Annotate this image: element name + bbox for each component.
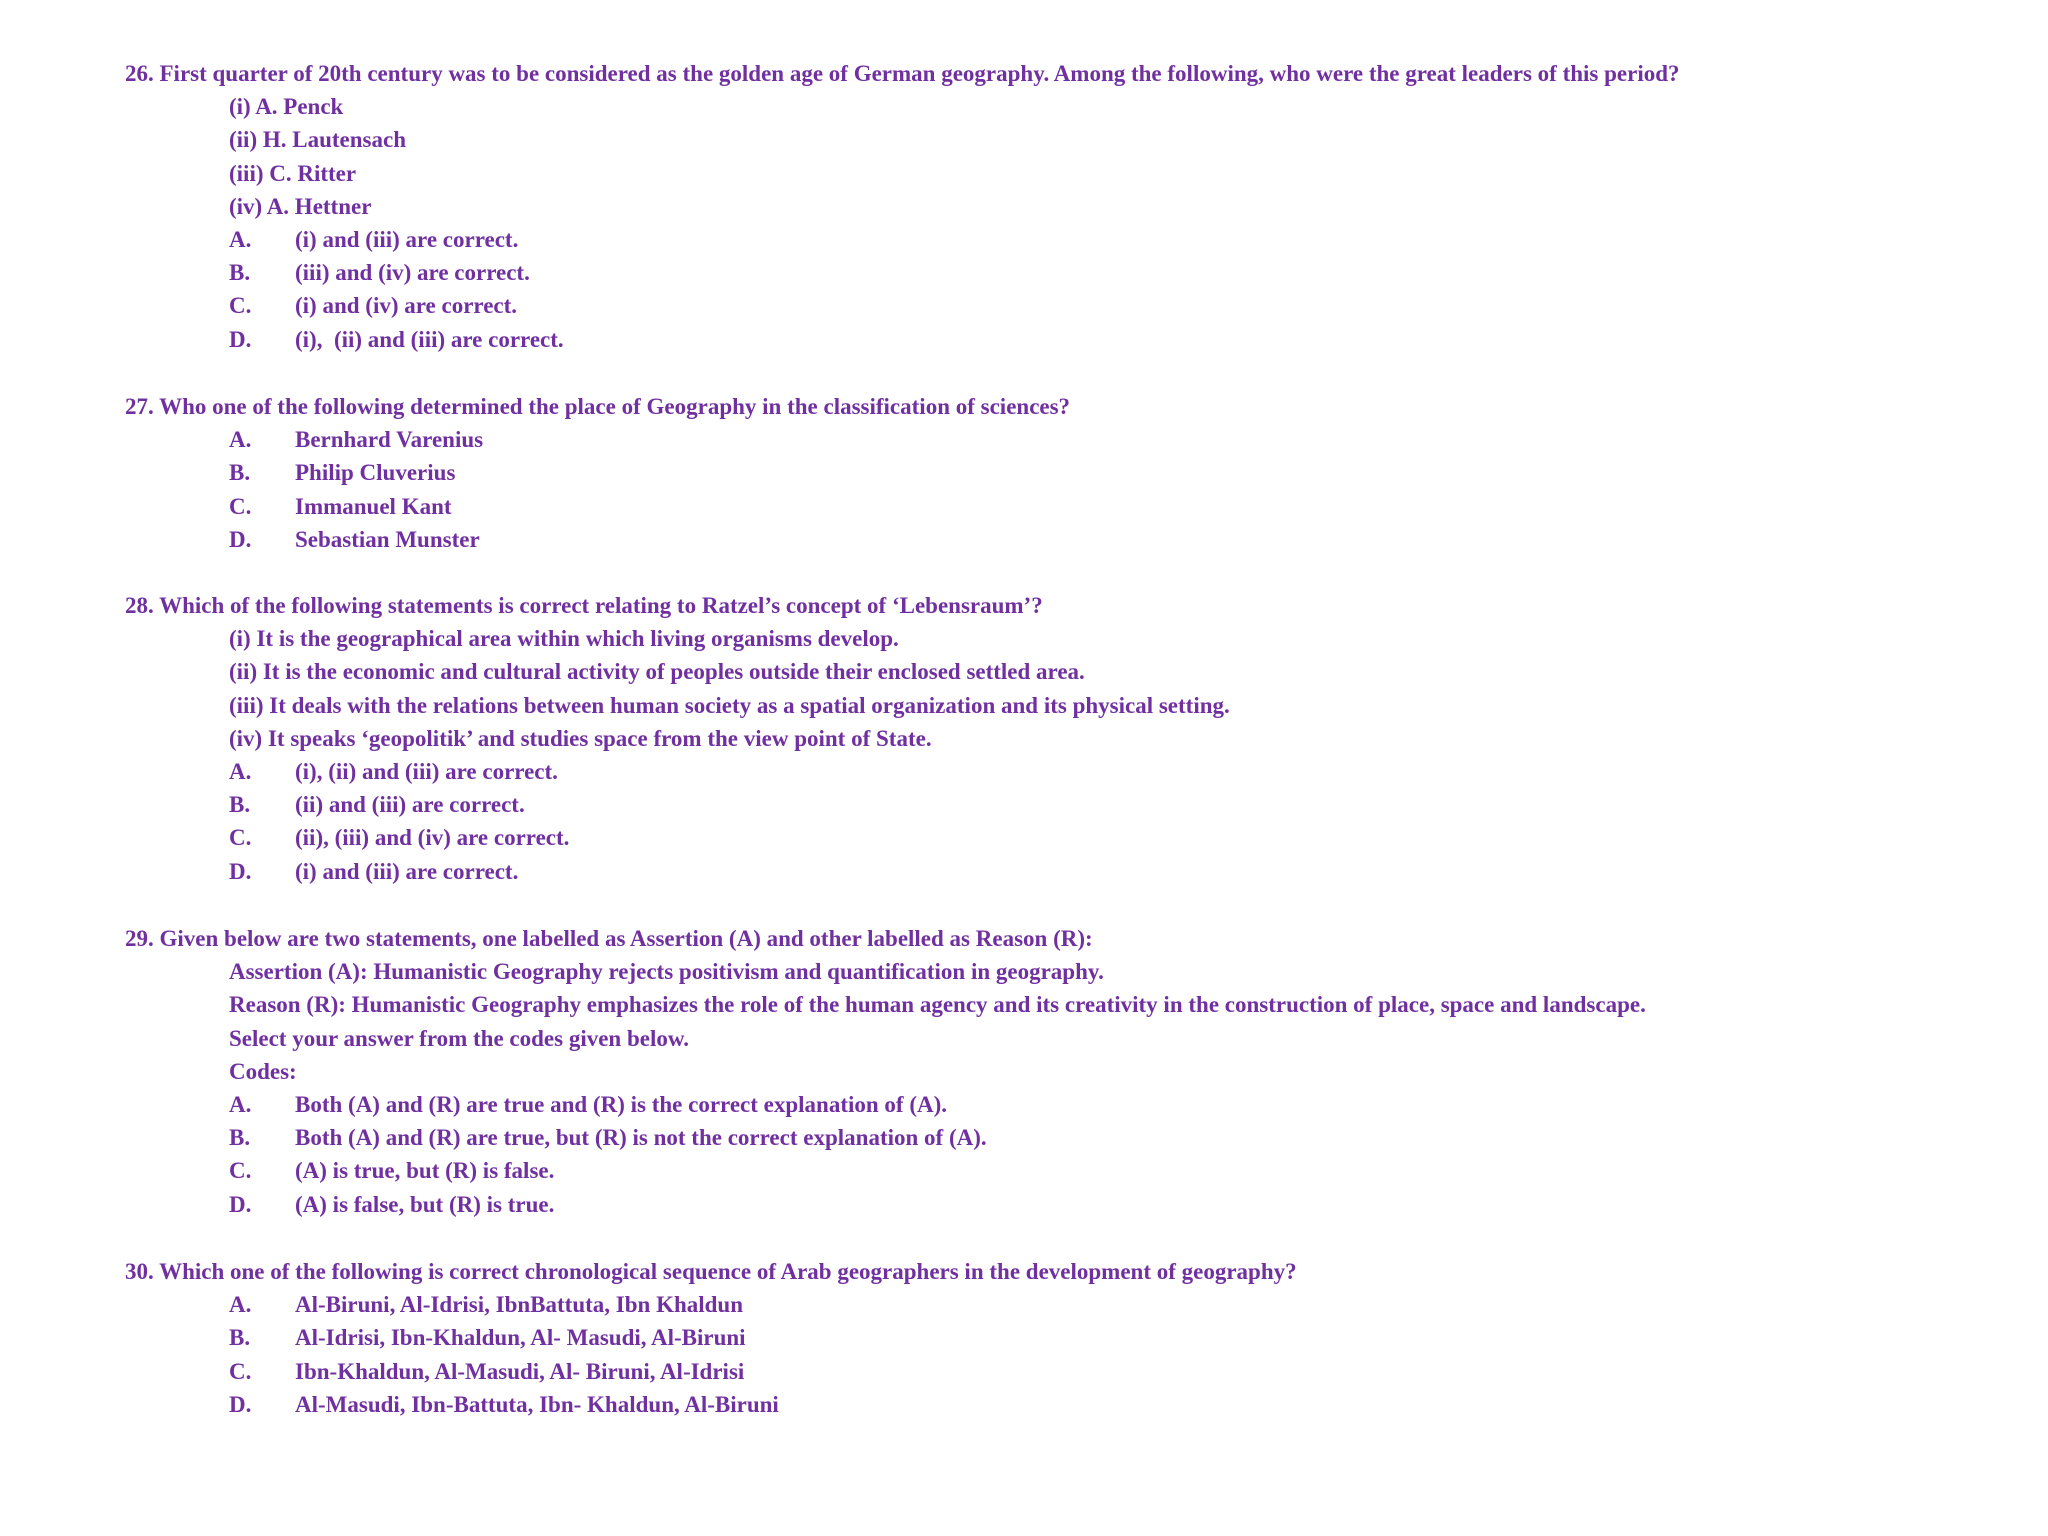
answer-option xyxy=(125,456,2005,489)
option-text: Both (A) and (R) are true, but (R) is not the correct explanation of (A). xyxy=(295,1125,987,1151)
statement: (i) It is the geographical area within which living organisms develop. xyxy=(229,626,899,652)
option-text: Both (A) and (R) are true and (R) is the correct explanation of (A). xyxy=(295,1091,948,1117)
option-text: (A) is false, but (R) is true. xyxy=(295,1191,555,1217)
question-30 xyxy=(125,1255,2005,1421)
option-text: (ii), (iii) and (iv) are correct. xyxy=(295,825,570,851)
codes-label: Codes: xyxy=(229,1058,297,1084)
statement: (iv) A. Hettner xyxy=(229,193,372,219)
option-letter: A. xyxy=(229,758,252,784)
option-text: (i) and (iii) are correct. xyxy=(295,858,519,884)
statement: (iv) It speaks ‘geopolitik’ and studies space from the view point of State. xyxy=(229,725,932,751)
statement: (i) A. Penck xyxy=(229,94,344,120)
answer-option xyxy=(125,1355,2005,1388)
option-letter: A. xyxy=(229,1292,252,1318)
option-letter: B. xyxy=(229,1125,251,1151)
answer-option xyxy=(125,1321,2005,1354)
option-text: (A) is true, but (R) is false. xyxy=(295,1158,555,1184)
option-letter: B. xyxy=(229,260,251,286)
option-letter: C. xyxy=(229,1358,252,1384)
option-text: Al-Biruni, Al-Idrisi, IbnBattuta, Ibn Khaldun xyxy=(295,1292,744,1318)
option-text: Ibn-Khaldun, Al-Masudi, Al- Biruni, Al-Idrisi xyxy=(295,1358,745,1384)
option-letter: D. xyxy=(229,326,252,352)
option-letter: A. xyxy=(229,427,252,453)
answer-option xyxy=(125,755,2005,788)
option-letter: C. xyxy=(229,825,252,851)
option-text: Philip Cluverius xyxy=(295,460,456,486)
option-letter: D. xyxy=(229,526,252,552)
answer-option xyxy=(125,1188,2005,1221)
option-text: (i) and (iv) are correct. xyxy=(295,293,518,319)
option-letter: A. xyxy=(229,1091,252,1117)
answer-option xyxy=(125,490,2005,523)
option-letter: A. xyxy=(229,226,252,252)
option-text: (i), (ii) and (iii) are correct. xyxy=(295,758,558,784)
option-text: (ii) and (iii) are correct. xyxy=(295,792,525,818)
option-letter: D. xyxy=(229,1391,252,1417)
answer-option xyxy=(125,788,2005,821)
option-letter: B. xyxy=(229,460,251,486)
option-letter: D. xyxy=(229,858,252,884)
answer-option xyxy=(125,1121,2005,1154)
question-text: 28. Which of the following statements is correct relating to Ratzel’s concept of ‘Lebensraum’? xyxy=(125,593,1043,618)
statement: (ii) It is the economic and cultural activity of peoples outside their enclosed settled area. xyxy=(229,659,1085,685)
option-text: (iii) and (iv) are correct. xyxy=(295,260,530,286)
question-text: 26. First quarter of 20th century was to be considered as the golden age of German geography. Among the following, who were the great leaders of this period? xyxy=(125,61,1680,86)
option-letter: C. xyxy=(229,493,252,519)
statement: (ii) H. Lautensach xyxy=(229,127,406,153)
statement: (iii) C. Ritter xyxy=(229,160,357,186)
answer-option xyxy=(125,1154,2005,1187)
question-27 xyxy=(125,390,2005,556)
question-26 xyxy=(125,57,2005,356)
question-28 xyxy=(125,589,2005,888)
question-text: 27. Who one of the following determined the place of Geography in the classification of sciences? xyxy=(125,394,1071,419)
option-text: Al-Idrisi, Ibn-Khaldun, Al- Masudi, Al-Biruni xyxy=(295,1325,746,1351)
option-text: Al-Masudi, Ibn-Battuta, Ibn- Khaldun, Al-Biruni xyxy=(295,1391,779,1417)
answer-option xyxy=(125,1088,2005,1121)
assertion-statement: Assertion (A): Humanistic Geography rejects positivism and quantification in geography. xyxy=(229,959,1104,985)
answer-option xyxy=(125,256,2005,289)
answer-option xyxy=(125,423,2005,456)
reason-statement: Reason (R): Humanistic Geography emphasizes the role of the human agency and its creativity in the construction of place, space and landscape. xyxy=(229,992,1646,1018)
answer-option xyxy=(125,223,2005,256)
question-text: 29. Given below are two statements, one labelled as Assertion (A) and other labelled as Reason (R): xyxy=(125,926,1093,951)
option-text: (i), (ii) and (iii) are correct. xyxy=(295,326,564,352)
statement: (iii) It deals with the relations between human society as a spatial organization and its physical setting. xyxy=(229,692,1230,718)
instruction-text: Select your answer from the codes given below. xyxy=(229,1025,689,1051)
answer-option xyxy=(125,289,2005,322)
option-letter: C. xyxy=(229,293,252,319)
question-text: 30. Which one of the following is correct chronological sequence of Arab geographers in the development of geography? xyxy=(125,1259,1297,1284)
question-29 xyxy=(125,922,2005,1221)
option-text: Bernhard Varenius xyxy=(295,427,484,453)
answer-option xyxy=(125,855,2005,888)
option-letter: B. xyxy=(229,1325,251,1351)
answer-option xyxy=(125,1288,2005,1321)
option-letter: B. xyxy=(229,792,251,818)
option-letter: C. xyxy=(229,1158,252,1184)
answer-option xyxy=(125,523,2005,556)
option-letter: D. xyxy=(229,1191,252,1217)
answer-option xyxy=(125,821,2005,854)
answer-option xyxy=(125,1388,2005,1421)
answer-option xyxy=(125,323,2005,356)
option-text: Sebastian Munster xyxy=(295,526,480,552)
option-text: (i) and (iii) are correct. xyxy=(295,226,519,252)
option-text: Immanuel Kant xyxy=(295,493,452,519)
